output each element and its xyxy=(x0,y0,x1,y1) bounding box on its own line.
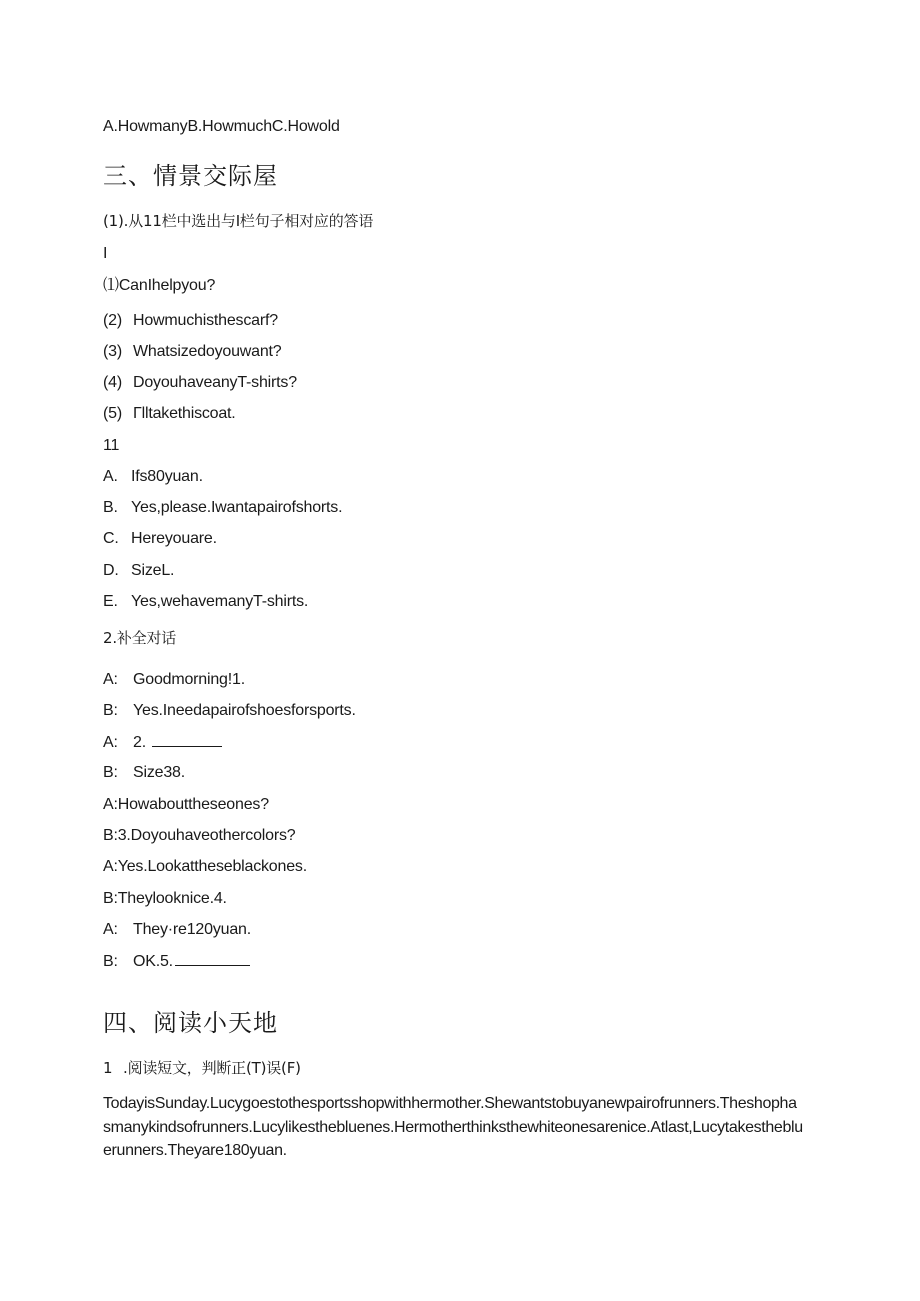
option-text: Yes,please.Iwantapairofshorts. xyxy=(131,499,343,516)
option-text: Ifs80yuan. xyxy=(131,468,203,485)
item-number: (2) xyxy=(103,312,122,329)
dialogue-text: 2. xyxy=(133,734,146,751)
dialogue-line-5: A:Howabouttheseones? xyxy=(103,796,269,813)
option-letter: D. xyxy=(103,562,119,579)
option-text: SizeL. xyxy=(131,562,175,579)
instruction-text: .阅读短文，判断正(T)误(F) xyxy=(123,1059,301,1077)
reading-instruction xyxy=(103,1058,301,1078)
question-item-3 xyxy=(103,342,282,362)
dialogue-line-8: B:Theylooknice.4. xyxy=(103,890,227,907)
item-number: (4) xyxy=(103,374,122,391)
part-2-instruction: 2.补全对话 xyxy=(103,629,177,647)
option-letter: E. xyxy=(103,593,118,610)
answer-option-d xyxy=(103,561,174,581)
answer-option-a xyxy=(103,467,203,487)
part-1-instruction: (1).从11栏中选出与I栏句子相对应的答语 xyxy=(103,212,374,230)
item-text: CanIhelpyou? xyxy=(118,277,216,294)
question-item-5 xyxy=(103,404,236,424)
dialogue-text: OK.5. xyxy=(133,953,173,970)
option-text: Yes,wehavemanyT-shirts. xyxy=(131,593,309,610)
section-4-heading: 四、阅读小天地 xyxy=(103,1009,278,1037)
item-number: (5) xyxy=(103,405,122,422)
speaker-label: B: xyxy=(103,764,118,781)
dialogue-text: Goodmorning!1. xyxy=(133,671,245,688)
item-number: (3) xyxy=(103,343,122,360)
answer-blank[interactable] xyxy=(175,951,250,966)
dialogue-line-2 xyxy=(103,701,356,721)
dialogue-line-3 xyxy=(103,732,222,753)
dialogue-line-7: A:Yes.Lookattheseblackones. xyxy=(103,858,307,875)
speaker-label: B: xyxy=(103,953,118,970)
dialogue-line-10 xyxy=(103,951,250,972)
option-text: Hereyouare. xyxy=(131,530,217,547)
speaker-label: B: xyxy=(103,702,118,719)
dialogue-text: Size38. xyxy=(133,764,185,781)
column-2-label: 11 xyxy=(103,437,120,454)
dialogue-line-6: B:3.Doyouhaveothercolors? xyxy=(103,827,296,844)
item-text: Γlltakethiscoat. xyxy=(133,405,236,422)
speaker-label: A: xyxy=(103,921,118,938)
item-number: 1 xyxy=(103,1059,113,1077)
dialogue-text: Yes.Ineedapairofshoesforsports. xyxy=(133,702,356,719)
dialogue-line-9 xyxy=(103,920,251,940)
question-options: A.HowmanyB.HowmuchC.Howold xyxy=(103,118,340,135)
dialogue-line-4 xyxy=(103,763,185,783)
answer-option-b xyxy=(103,498,342,518)
column-1-label: I xyxy=(103,245,108,262)
question-item-1 xyxy=(103,276,215,296)
speaker-label: A: xyxy=(103,671,118,688)
answer-blank[interactable] xyxy=(152,732,222,747)
item-text: DoyouhaveanyT-shirts? xyxy=(133,374,297,391)
item-number: ⑴ xyxy=(103,277,119,294)
answer-option-c xyxy=(103,529,217,549)
speaker-label: A: xyxy=(103,734,118,751)
question-item-2 xyxy=(103,311,278,331)
dialogue-text: They·re120yuan. xyxy=(133,921,251,938)
question-item-4 xyxy=(103,373,297,393)
reading-passage: TodayisSunday.Lucygoestothesportsshopwithhermother.Shewantstobuyanewpairofrunners.Theshophasmanykindsofrunners.Lucylikesthebluenes.Hermotherthinksthewhiteonesarenice.Atlast,Lucytakesthebluerunners.Theyare180yuan. xyxy=(103,1095,803,1159)
section-3-heading: 三、情景交际屋 xyxy=(103,162,278,190)
option-letter: C. xyxy=(103,530,119,547)
answer-option-e xyxy=(103,592,308,612)
dialogue-line-1 xyxy=(103,670,245,690)
option-letter: B. xyxy=(103,499,118,516)
item-text: Howmuchisthescarf? xyxy=(133,312,278,329)
option-letter: A. xyxy=(103,468,118,485)
item-text: Whatsizedoyouwant? xyxy=(133,343,282,360)
